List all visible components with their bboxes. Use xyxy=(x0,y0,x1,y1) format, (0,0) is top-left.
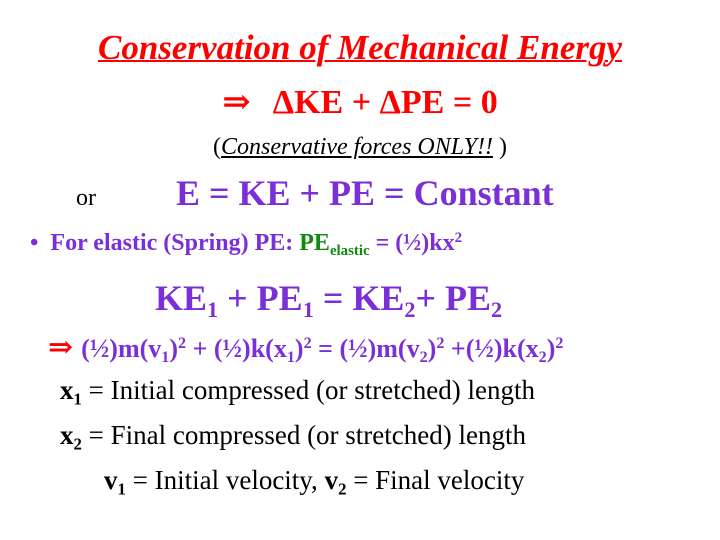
paren-open: ( xyxy=(213,134,222,160)
bullet-marker-icon: • xyxy=(30,230,39,256)
delta-symbol: Δ xyxy=(379,84,401,121)
slide-title: Conservation of Mechanical Energy xyxy=(97,28,623,67)
ke-term: KE xyxy=(294,84,344,121)
x2-definition: $x_2$ = Final compressed (or stretched) length xyxy=(60,420,526,454)
total-energy-equation: E = KE + PE = Constant xyxy=(176,173,554,213)
delta-symbol: Δ xyxy=(272,84,295,121)
x1-definition: $x_1$ = Initial compressed (or stretched) length xyxy=(60,375,535,409)
pe-formula: = (½)kx xyxy=(369,230,455,256)
delta-energy-equation xyxy=(0,82,720,122)
paren-close: ) xyxy=(492,134,507,160)
or-label: or xyxy=(76,185,96,211)
expanded-energy-equation: ⇒ $(\frac{1}{2})m(v_1)^2$ + $(\frac{1}{2})k(x_1)^2$ = $(\frac{1}{2})m(v_2)^2$ $+(\frac{1}{2})k(x_2)^2$ xyxy=(48,331,564,367)
squared-exponent: 2 xyxy=(454,229,463,246)
pe-elastic-term: $PE_{elastic}$ xyxy=(299,230,370,259)
elastic-pe-bullet xyxy=(30,230,462,257)
velocity-definitions: $v_1$ = Initial velocity, $v_2$ = Final velocity xyxy=(104,465,525,499)
plus-sign: + xyxy=(351,84,372,121)
energy-balance-equation: $KE_1 + PE_1 = KE_2+ PE_2$ xyxy=(155,278,503,323)
bullet-text: For elastic (Spring) PE: xyxy=(50,230,300,256)
pe-term: PE xyxy=(400,84,445,121)
equals-zero: = 0 xyxy=(452,84,498,121)
conservative-forces-note xyxy=(0,134,720,161)
conservative-forces-text: Conservative forces ONLY!! xyxy=(221,134,493,160)
implies-arrow-icon: ⇒ xyxy=(48,331,74,364)
implies-arrow-icon: ⇒ xyxy=(222,84,251,121)
